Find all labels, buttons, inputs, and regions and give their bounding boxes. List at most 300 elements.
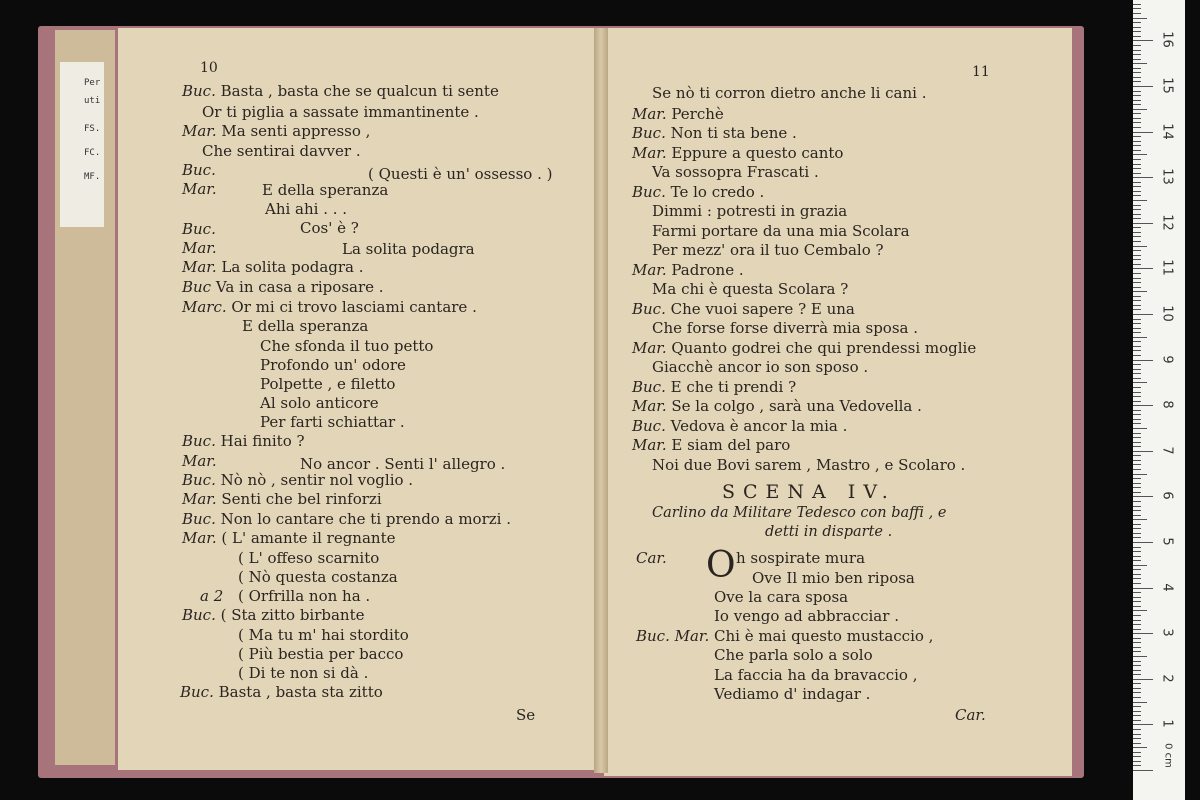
ruler-tick bbox=[1133, 282, 1141, 283]
ruler-tick bbox=[1133, 31, 1141, 32]
ruler-number: 8 bbox=[1159, 400, 1175, 409]
ruler-number: 11 bbox=[1159, 259, 1175, 277]
speaker-label: Mar. bbox=[182, 258, 222, 276]
text-line bbox=[242, 317, 368, 336]
ruler-number: 6 bbox=[1159, 491, 1175, 501]
text-line bbox=[182, 239, 217, 258]
verse-text: Polpette , e filetto bbox=[260, 375, 396, 393]
ruler-tick bbox=[1133, 223, 1153, 224]
speaker-label: Mar. bbox=[182, 122, 222, 140]
text-line bbox=[652, 241, 884, 260]
ruler-tick bbox=[1133, 578, 1141, 579]
stage-direction-line-2: detti in disparte . bbox=[765, 524, 893, 540]
text-line bbox=[632, 300, 855, 319]
ruler-tick bbox=[1133, 665, 1141, 666]
ruler-tick bbox=[1133, 63, 1147, 64]
ruler-tick bbox=[1133, 405, 1153, 406]
ruler-number: 3 bbox=[1159, 628, 1175, 637]
ruler-tick bbox=[1133, 574, 1141, 575]
ruler-tick bbox=[1133, 770, 1153, 771]
text-line bbox=[632, 183, 764, 202]
verse-text: Vedova è ancor la mia . bbox=[670, 417, 848, 435]
ruler-tick bbox=[1133, 13, 1141, 14]
speaker-label: Mar. bbox=[632, 105, 672, 123]
ruler-tick bbox=[1133, 537, 1141, 538]
ruler-tick bbox=[1133, 615, 1141, 616]
ruler-tick bbox=[1133, 145, 1141, 146]
speaker-label: Buc. bbox=[632, 300, 671, 318]
ruler-number: 16 bbox=[1159, 31, 1175, 49]
ruler-tick bbox=[1133, 268, 1153, 269]
ruler-tick bbox=[1133, 68, 1141, 69]
text-line bbox=[265, 200, 347, 219]
text-line bbox=[632, 261, 744, 280]
speaker-label: Mar. bbox=[632, 144, 672, 162]
verse-text: Va sossopra Frascati . bbox=[652, 163, 819, 181]
text-line bbox=[182, 180, 217, 199]
ruler-tick bbox=[1133, 542, 1153, 543]
slip-line: uti bbox=[84, 96, 101, 106]
speaker-label: Mar. bbox=[182, 490, 222, 508]
verse-text: Or mi ci trovo lasciami cantare . bbox=[231, 298, 477, 316]
text-line bbox=[632, 417, 847, 436]
ruler-tick bbox=[1133, 205, 1141, 206]
right-page-number: 11 bbox=[972, 64, 990, 80]
verse-text: Ma senti appresso , bbox=[221, 122, 371, 140]
verse-text: Senti che bel rinforzi bbox=[221, 490, 382, 508]
text-line bbox=[652, 280, 848, 299]
ruler-tick bbox=[1133, 141, 1141, 142]
text-line bbox=[238, 664, 368, 683]
ruler-tick bbox=[1133, 410, 1141, 411]
text-line bbox=[752, 569, 915, 588]
ruler-tick bbox=[1133, 729, 1141, 730]
ruler-tick bbox=[1133, 27, 1141, 28]
ruler-tick bbox=[1133, 122, 1141, 123]
text-line bbox=[636, 549, 667, 568]
text-line bbox=[300, 219, 359, 238]
ruler-tick bbox=[1133, 214, 1141, 215]
ruler-tick bbox=[1133, 747, 1147, 748]
text-line bbox=[652, 456, 965, 475]
ruler-tick bbox=[1133, 369, 1141, 370]
speaker-label: a 2 bbox=[200, 587, 224, 605]
ruler-tick bbox=[1133, 414, 1141, 415]
ruler-tick bbox=[1133, 218, 1141, 219]
text-line bbox=[652, 202, 847, 221]
ruler-tick bbox=[1133, 474, 1147, 475]
ruler-tick bbox=[1133, 720, 1141, 721]
text-line bbox=[652, 222, 910, 241]
ruler-tick bbox=[1133, 195, 1141, 196]
ruler-tick bbox=[1133, 113, 1141, 114]
ruler-tick bbox=[1133, 697, 1141, 698]
speaker-label: Buc. bbox=[632, 183, 671, 201]
verse-text: Hai finito ? bbox=[220, 432, 305, 450]
text-line bbox=[260, 356, 406, 375]
speaker-label: Car. bbox=[636, 549, 667, 567]
ruler-tick bbox=[1133, 136, 1141, 137]
ruler-tick bbox=[1133, 50, 1141, 51]
text-line bbox=[182, 161, 216, 180]
verse-text: ( Più bestia per bacco bbox=[238, 645, 404, 663]
speaker-label: Buc. bbox=[182, 82, 221, 100]
ruler-tick bbox=[1133, 610, 1147, 611]
ruler-tick bbox=[1133, 487, 1141, 488]
ruler-tick bbox=[1133, 738, 1141, 739]
ruler-tick bbox=[1133, 296, 1141, 297]
ruler-tick bbox=[1133, 168, 1141, 169]
ruler-tick bbox=[1133, 715, 1141, 716]
text-line bbox=[260, 375, 395, 394]
ruler-tick bbox=[1133, 323, 1141, 324]
speaker-label: Mar. bbox=[632, 436, 672, 454]
verse-text: Se nò ti corron dietro anche li cani . bbox=[652, 84, 927, 102]
ruler-tick bbox=[1133, 651, 1141, 652]
ruler-tick bbox=[1133, 18, 1147, 19]
ruler-tick bbox=[1133, 95, 1141, 96]
ruler-tick bbox=[1133, 724, 1153, 725]
slip-line: FC. bbox=[84, 148, 101, 158]
ruler-tick bbox=[1133, 656, 1147, 657]
verse-text: Va in casa a riposare . bbox=[215, 278, 384, 296]
ruler-tick bbox=[1133, 515, 1141, 516]
ruler-tick bbox=[1133, 91, 1141, 92]
verse-text: Giacchè ancor io son sposo . bbox=[652, 358, 869, 376]
ruler-tick bbox=[1133, 524, 1141, 525]
text-line bbox=[260, 413, 405, 432]
ruler-tick bbox=[1133, 551, 1141, 552]
speaker-label: Mar. bbox=[632, 339, 672, 357]
text-line bbox=[714, 588, 848, 607]
ruler-number: 2 bbox=[1159, 674, 1175, 683]
verse-text: Se la colgo , sarà una Vedovella . bbox=[671, 397, 922, 415]
verse-text: Non lo cantare che ti prendo a morzi . bbox=[220, 510, 511, 528]
ruler-tick bbox=[1133, 661, 1141, 662]
scene-title: SCENA IV. bbox=[722, 481, 896, 503]
text-line bbox=[238, 549, 379, 568]
text-line bbox=[632, 436, 790, 455]
verse-text: Farmi portare da una mia Scolara bbox=[652, 222, 910, 240]
ruler-tick bbox=[1133, 300, 1141, 301]
ruler-tick bbox=[1133, 702, 1147, 703]
text-line bbox=[182, 122, 370, 141]
speaker-label: Buc. bbox=[182, 471, 221, 489]
text-line bbox=[260, 337, 433, 356]
verse-text: Che sfonda il tuo petto bbox=[260, 337, 434, 355]
text-line bbox=[342, 240, 475, 259]
ruler-tick bbox=[1133, 378, 1141, 379]
verse-text: ( Nò questa costanza bbox=[238, 568, 398, 586]
ruler-tick bbox=[1133, 670, 1141, 671]
ruler-tick bbox=[1133, 59, 1141, 60]
text-line bbox=[202, 103, 479, 122]
ruler-tick bbox=[1133, 606, 1141, 607]
text-line bbox=[182, 490, 382, 509]
text-line bbox=[238, 626, 409, 645]
ruler-tick bbox=[1133, 364, 1141, 365]
left-catchword: Se bbox=[516, 706, 536, 724]
ruler-tick bbox=[1133, 246, 1147, 247]
ruler-tick bbox=[1133, 629, 1141, 630]
speaker-label: Buc. bbox=[182, 432, 221, 450]
ruler-tick bbox=[1133, 118, 1141, 119]
verse-text: E della speranza bbox=[242, 317, 369, 335]
ruler-tick bbox=[1133, 560, 1141, 561]
verse-text: ( Sta zitto birbante bbox=[220, 606, 365, 624]
ruler-tick bbox=[1133, 314, 1153, 315]
verse-text: Io vengo ad abbracciar . bbox=[714, 607, 899, 625]
ruler-tick bbox=[1133, 674, 1141, 675]
verse-text: h sospirate mura bbox=[736, 549, 866, 567]
text-line bbox=[652, 358, 868, 377]
ruler-tick bbox=[1133, 250, 1141, 251]
ruler-number: 1 bbox=[1159, 719, 1175, 729]
ruler-tick bbox=[1133, 387, 1141, 388]
ruler-tick bbox=[1133, 624, 1141, 625]
text-line bbox=[182, 452, 217, 471]
ruler-tick bbox=[1133, 305, 1141, 306]
speaker-label: Marc. bbox=[182, 298, 232, 316]
book-gutter bbox=[594, 28, 608, 773]
verse-text: Te lo credo . bbox=[670, 183, 765, 201]
ruler-tick bbox=[1133, 127, 1141, 128]
text-line bbox=[260, 394, 379, 413]
ruler-tick bbox=[1133, 227, 1141, 228]
text-line bbox=[652, 319, 918, 338]
text-line bbox=[200, 587, 223, 606]
ruler-tick bbox=[1133, 319, 1141, 320]
text-line bbox=[182, 258, 364, 277]
text-line bbox=[652, 163, 819, 182]
speaker-label: Mar. bbox=[632, 397, 672, 415]
ruler-tick bbox=[1133, 72, 1141, 73]
ruler-tick bbox=[1133, 460, 1141, 461]
ruler-tick bbox=[1133, 346, 1141, 347]
ruler-tick bbox=[1133, 8, 1141, 9]
text-line bbox=[238, 587, 370, 606]
verse-text: ( Orfrilla non ha . bbox=[238, 587, 371, 605]
verse-text: Che parla solo a solo bbox=[714, 646, 873, 664]
text-line bbox=[714, 685, 870, 704]
ruler-tick bbox=[1133, 132, 1153, 133]
ruler-tick bbox=[1133, 642, 1141, 643]
text-line bbox=[714, 666, 917, 685]
verse-text: Cos' è ? bbox=[300, 219, 359, 237]
ruler-tick bbox=[1133, 360, 1153, 361]
speaker-label: Buc. bbox=[182, 220, 216, 238]
ruler-tick bbox=[1133, 341, 1141, 342]
text-line bbox=[632, 378, 796, 397]
ruler-tick bbox=[1133, 173, 1141, 174]
ruler-number: 13 bbox=[1159, 168, 1175, 185]
text-line bbox=[632, 397, 922, 416]
text-line bbox=[238, 568, 398, 587]
ruler-tick bbox=[1133, 588, 1153, 589]
verse-text: Dimmi : potresti in grazia bbox=[652, 202, 848, 220]
verse-text: Ahi ahi . . . bbox=[265, 200, 348, 218]
speaker-label: Buc. bbox=[632, 417, 671, 435]
text-line bbox=[636, 627, 933, 646]
verse-text: ( Ma tu m' hai stordito bbox=[238, 626, 409, 644]
ruler-tick bbox=[1133, 45, 1141, 46]
verse-text: Ma chi è questa Scolara ? bbox=[652, 280, 849, 298]
ruler-tick bbox=[1133, 36, 1141, 37]
ruler-tick bbox=[1133, 592, 1141, 593]
ruler-tick bbox=[1133, 236, 1141, 237]
ruler-tick bbox=[1133, 633, 1153, 634]
text-line bbox=[182, 510, 511, 529]
text-line bbox=[632, 124, 797, 143]
catalog-slip bbox=[60, 62, 104, 227]
ruler-tick bbox=[1133, 734, 1141, 735]
ruler-tick bbox=[1133, 569, 1141, 570]
ruler-tick bbox=[1133, 164, 1141, 165]
ruler-tick bbox=[1133, 337, 1147, 338]
ruler-tick bbox=[1133, 679, 1153, 680]
ruler-tick bbox=[1133, 692, 1141, 693]
ruler-tick bbox=[1133, 765, 1141, 766]
ruler-tick bbox=[1133, 200, 1147, 201]
text-line bbox=[182, 529, 395, 548]
text-line bbox=[182, 82, 499, 101]
measurement-ruler bbox=[1133, 0, 1185, 800]
ruler-tick bbox=[1133, 638, 1141, 639]
ruler-tick bbox=[1133, 81, 1141, 82]
ruler-tick bbox=[1133, 209, 1141, 210]
ruler-tick bbox=[1133, 54, 1141, 55]
speaker-label: Buc. bbox=[182, 510, 221, 528]
text-line bbox=[180, 683, 383, 702]
speaker-label: Mar. bbox=[632, 261, 672, 279]
ruler-tick bbox=[1133, 761, 1141, 762]
verse-text: E della speranza bbox=[262, 181, 389, 199]
text-line bbox=[368, 165, 553, 184]
slip-line: FS. bbox=[84, 124, 101, 134]
ruler-tick bbox=[1133, 255, 1141, 256]
ruler-tick bbox=[1133, 756, 1141, 757]
ruler-number: 5 bbox=[1159, 537, 1175, 546]
text-line bbox=[182, 278, 384, 297]
ruler-tick bbox=[1133, 278, 1141, 279]
ruler-tick bbox=[1133, 451, 1153, 452]
ruler-tick bbox=[1133, 501, 1141, 502]
speaker-label: Buc bbox=[182, 278, 216, 296]
ruler-tick bbox=[1133, 601, 1141, 602]
ruler-tick bbox=[1133, 182, 1141, 183]
ruler-tick bbox=[1133, 241, 1141, 242]
text-line bbox=[736, 549, 865, 568]
ruler-tick bbox=[1133, 355, 1141, 356]
ruler-number: 4 bbox=[1159, 582, 1175, 592]
speaker-label: Mar. bbox=[182, 529, 222, 547]
ruler-tick bbox=[1133, 77, 1141, 78]
ruler-tick bbox=[1133, 496, 1153, 497]
drop-cap: O bbox=[706, 545, 736, 586]
ruler-tick bbox=[1133, 478, 1141, 479]
verse-text: Quanto godrei che qui prendessi moglie bbox=[671, 339, 977, 357]
ruler-number: 0 cm bbox=[1162, 743, 1174, 768]
verse-text: ( Questi è un' ossesso . ) bbox=[368, 165, 553, 183]
speaker-label: Buc. bbox=[182, 606, 221, 624]
ruler-tick bbox=[1133, 483, 1141, 484]
ruler-tick bbox=[1133, 287, 1141, 288]
text-line bbox=[182, 220, 216, 239]
ruler-tick bbox=[1133, 469, 1141, 470]
ruler-tick bbox=[1133, 109, 1147, 110]
ruler-tick bbox=[1133, 556, 1141, 557]
text-line bbox=[632, 144, 843, 163]
verse-text: Nò nò , sentir nol voglio . bbox=[220, 471, 414, 489]
ruler-tick bbox=[1133, 291, 1147, 292]
text-line bbox=[714, 607, 899, 626]
ruler-tick bbox=[1133, 464, 1141, 465]
right-catchword: Car. bbox=[955, 706, 986, 724]
verse-text: Per farti schiattar . bbox=[260, 413, 405, 431]
ruler-tick bbox=[1133, 382, 1147, 383]
verse-text: La solita podagra . bbox=[221, 258, 364, 276]
ruler-tick bbox=[1133, 104, 1141, 105]
ruler-tick bbox=[1133, 743, 1141, 744]
ruler-tick bbox=[1133, 86, 1153, 87]
text-line bbox=[632, 105, 724, 124]
ruler-tick bbox=[1133, 688, 1141, 689]
ruler-tick bbox=[1133, 259, 1141, 260]
ruler-tick bbox=[1133, 706, 1141, 707]
ruler-number: 10 bbox=[1159, 305, 1175, 322]
verse-text: No ancor . Senti l' allegro . bbox=[300, 455, 506, 473]
ruler-tick bbox=[1133, 273, 1141, 274]
verse-text: E siam del paro bbox=[671, 436, 791, 454]
ruler-tick bbox=[1133, 711, 1141, 712]
text-line bbox=[714, 646, 873, 665]
ruler-tick bbox=[1133, 428, 1147, 429]
ruler-tick bbox=[1133, 328, 1141, 329]
ruler-tick bbox=[1133, 423, 1141, 424]
verse-text: Perchè bbox=[671, 105, 724, 123]
verse-text: E che ti prendi ? bbox=[670, 378, 797, 396]
speaker-label: Buc. bbox=[632, 378, 671, 396]
ruler-tick bbox=[1133, 309, 1141, 310]
ruler-tick bbox=[1133, 528, 1141, 529]
speaker-label: Buc. Mar. bbox=[636, 627, 714, 645]
speaker-label: Buc. bbox=[180, 683, 219, 701]
verse-text: Profondo un' odore bbox=[260, 356, 406, 374]
ruler-tick bbox=[1133, 510, 1141, 511]
ruler-tick bbox=[1133, 100, 1141, 101]
verse-text: Basta , basta sta zitto bbox=[218, 683, 383, 701]
verse-text: La faccia ha da bravaccio , bbox=[714, 666, 918, 684]
speaker-label: Mar. bbox=[182, 239, 217, 257]
verse-text: Al solo anticore bbox=[260, 394, 379, 412]
ruler-tick bbox=[1133, 597, 1141, 598]
verse-text: Ove Il mio ben riposa bbox=[752, 569, 915, 587]
verse-text: ( L' offeso scarnito bbox=[238, 549, 380, 567]
ruler-tick bbox=[1133, 752, 1141, 753]
ruler-tick bbox=[1133, 647, 1141, 648]
ruler-tick bbox=[1133, 455, 1141, 456]
ruler-tick bbox=[1133, 350, 1141, 351]
ruler-tick bbox=[1133, 150, 1141, 151]
verse-text: Che sentirai davver . bbox=[202, 142, 361, 160]
slip-line: MF. bbox=[84, 172, 101, 182]
ruler-number: 9 bbox=[1159, 354, 1175, 364]
text-line bbox=[202, 142, 361, 161]
verse-text: Noi due Bovi sarem , Mastro , e Scolaro . bbox=[652, 456, 966, 474]
ruler-number: 7 bbox=[1159, 446, 1175, 455]
speaker-label: Buc. bbox=[182, 161, 216, 179]
verse-text: Or ti piglia a sassate immantinente . bbox=[202, 103, 479, 121]
